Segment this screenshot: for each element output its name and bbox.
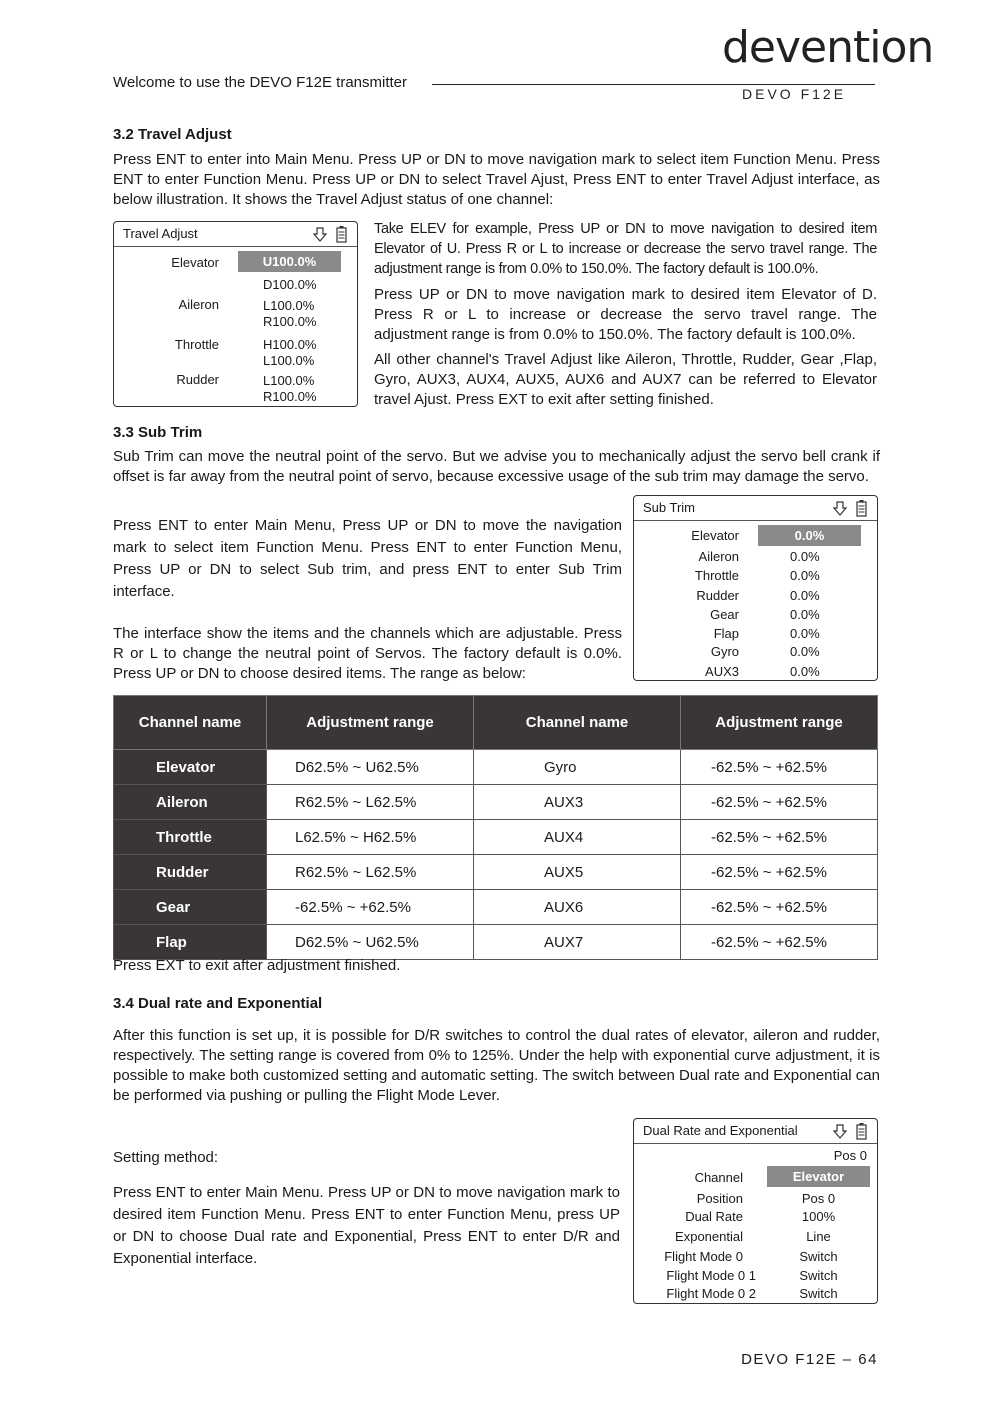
table-cell: R62.5% ~ L62.5%: [267, 855, 474, 890]
trim-value: 0.0%: [790, 607, 820, 622]
paragraph: Press ENT to enter Main Menu, Press UP or DN to move the navigation mark to select item Function Menu. Press ENT to enter Function Menu, Press UP or DN to select Sub trim, and press ENT to enter Sub Trim interface.: [113, 517, 622, 600]
setting-label: Flight Mode 0: [664, 1249, 743, 1264]
status-icons: [313, 225, 351, 243]
trim-value: 0.0%: [790, 626, 820, 641]
trim-value: 0.0%: [790, 568, 820, 583]
trim-value: 0.0%: [790, 644, 820, 659]
channel-label: Aileron: [698, 549, 739, 564]
paragraph: Press ENT to enter Main Menu. Press UP or DN to move navigation mark to desired item Function Menu. Press ENT to enter Function Menu, press UP or DN to choose Dual rate and Exponential, Press ENT to enter D/R and Exponential interface.: [113, 1184, 620, 1267]
status-icons: [833, 499, 871, 517]
table-row: [114, 925, 878, 960]
table-row: [114, 855, 878, 890]
column-header: Channel name: [474, 696, 681, 750]
screen-header: [114, 222, 357, 247]
setting-value: 100%: [801, 1209, 836, 1224]
travel-value: L100.0%: [263, 353, 315, 368]
paragraph: Press ENT to enter into Main Menu. Press UP or DN to move navigation mark to select item Function Menu. Press ENT to enter Function Menu. Press UP or DN to select Travel Ajust, Press ENT to enter Travel Adjust interface, as below illustration. It shows the Travel Adjust status of one channel:: [113, 151, 880, 208]
channel-label: Throttle: [694, 568, 739, 583]
setting-label: Exponential: [675, 1229, 743, 1244]
table-row: [114, 785, 878, 820]
section-heading-travel-adjust: 3.2 Travel Adjust: [113, 126, 232, 143]
paragraph: Setting method:: [113, 1149, 219, 1166]
brand-model: DEVO F12E: [742, 86, 847, 102]
setting-value: Switch: [799, 1268, 838, 1283]
trim-value: 0.0%: [790, 588, 820, 603]
table-cell: AUX6: [474, 890, 681, 925]
setting-value: Switch: [799, 1249, 838, 1264]
paragraph: After this function is set up, it is possible for D/R switches to control the dual rates of elevator, aileron and rudder, respectively. The setting range is covered from 0% to 125%. Under the help with exponential curve adjustment, it is possible to make both customized setting and automatic setting. The switch between Dual rate and Exponential can be performed via pushing or pulling the Flight Mode Lever.: [113, 1027, 880, 1104]
table-cell: D62.5% ~ U62.5%: [267, 925, 474, 960]
section-heading-sub-trim: 3.3 Sub Trim: [113, 424, 203, 441]
table-cell: Rudder: [114, 855, 267, 890]
travel-adjust-screen: [113, 221, 358, 407]
travel-value: L100.0%: [263, 298, 315, 313]
header-rule: [432, 84, 875, 85]
table-cell: AUX7: [474, 925, 681, 960]
table-cell: -62.5% ~ +62.5%: [267, 890, 474, 925]
table-cell: Gear: [114, 890, 267, 925]
dual-rate-screen: [633, 1118, 878, 1304]
travel-value: H100.0%: [263, 337, 317, 352]
setting-label: Channel: [694, 1170, 743, 1185]
travel-value: D100.0%: [263, 277, 317, 292]
table-cell: -62.5% ~ +62.5%: [681, 925, 878, 960]
setting-label: Position: [696, 1191, 743, 1206]
table-cell: L62.5% ~ H62.5%: [267, 820, 474, 855]
screen-title: Sub Trim: [643, 500, 696, 515]
travel-value: L100.0%: [263, 373, 315, 388]
table-cell: Aileron: [114, 785, 267, 820]
selected-value[interactable]: Elevator: [767, 1166, 870, 1187]
brand-logo: devention: [722, 22, 934, 73]
table-cell: D62.5% ~ U62.5%: [267, 750, 474, 785]
paragraph: The interface show the items and the channels which are adjustable. Press R or L to change the neutral point of Servos. The factory default is 0.0%. Press UP or DN to choose desired items. The range as below:: [113, 625, 622, 682]
paragraph: Take ELEV for example, Press UP or DN to move navigation to desired item Elevator of U. Press R or L to increase or decrease the servo travel range. The adjustment range is from 0.0% to 150.0%. The factory default is 100.0%.: [374, 221, 877, 277]
channel-label: Flap: [713, 626, 739, 641]
table-cell: -62.5% ~ +62.5%: [681, 750, 878, 785]
screen-header: [634, 496, 877, 521]
header-title: Welcome to use the DEVO F12E transmitter: [113, 74, 408, 91]
table-cell: AUX4: [474, 820, 681, 855]
setting-label: Flight Mode 0 1: [666, 1268, 756, 1283]
screen-title: Travel Adjust: [123, 226, 198, 241]
column-header: Adjustment range: [267, 696, 474, 750]
paragraph: Press UP or DN to move navigation mark to desired item Elevator of D. Press R or L to increase or decrease the servo travel range. The adjustment range is from 0.0% to 150.0%. The factory default is 100.0%.: [374, 286, 877, 343]
column-header: Channel name: [114, 696, 267, 750]
channel-label: Gear: [710, 607, 739, 622]
paragraph: Sub Trim can move the neutral point of the servo. But we advise you to mechanically adjust the servo bell crank if offset is far away from the neutral point of servo, because excessive usage of the sub trim may damage the servo.: [113, 448, 880, 485]
selected-value[interactable]: U100.0%: [238, 251, 341, 272]
setting-value: Switch: [799, 1286, 838, 1301]
setting-label: Dual Rate: [685, 1209, 743, 1224]
channel-label: Gyro: [710, 644, 739, 659]
trim-value: 0.0%: [790, 664, 820, 679]
trim-value: 0.0%: [790, 549, 820, 564]
table-cell: Flap: [114, 925, 267, 960]
channel-label: Throttle: [174, 337, 219, 352]
channel-label: Rudder: [176, 372, 219, 387]
table-cell: AUX5: [474, 855, 681, 890]
channel-label: Rudder: [696, 588, 739, 603]
table-row: [114, 890, 878, 925]
paragraph: Press EXT to exit after adjustment finished.: [113, 957, 401, 974]
page-number: DEVO F12E – 64: [741, 1351, 878, 1368]
channel-label: AUX3: [705, 664, 739, 679]
screen-title: Dual Rate and Exponential: [643, 1123, 798, 1138]
table-cell: -62.5% ~ +62.5%: [681, 820, 878, 855]
setting-label: Flight Mode 0 2: [666, 1286, 756, 1301]
channel-label: Aileron: [178, 297, 219, 312]
channel-label: Elevator: [171, 255, 219, 270]
travel-value: R100.0%: [263, 314, 317, 329]
column-header: Adjustment range: [681, 696, 878, 750]
table-cell: AUX3: [474, 785, 681, 820]
channel-label: Elevator: [691, 528, 739, 543]
setting-value: Line: [806, 1229, 831, 1244]
table-cell: -62.5% ~ +62.5%: [681, 855, 878, 890]
status-icons: [833, 1122, 871, 1140]
table-cell: R62.5% ~ L62.5%: [267, 785, 474, 820]
selected-value[interactable]: 0.0%: [758, 525, 861, 546]
section-heading-dual-rate: 3.4 Dual rate and Exponential: [113, 995, 323, 1012]
screen-header: [634, 1119, 877, 1144]
setting-value: Pos 0: [801, 1191, 836, 1206]
table-cell: -62.5% ~ +62.5%: [681, 785, 878, 820]
table-row: [114, 820, 878, 855]
adjustment-range-table: [113, 695, 878, 960]
table-cell: Throttle: [114, 820, 267, 855]
table-row: [114, 750, 878, 785]
sub-trim-screen: [633, 495, 878, 681]
position-indicator: Pos 0: [833, 1148, 867, 1163]
table-header-row: [114, 696, 878, 750]
table-cell: Elevator: [114, 750, 267, 785]
paragraph: All other channel's Travel Adjust like Aileron, Throttle, Rudder, Gear ,Flap, Gyro, AUX3, AUX4, AUX5, AUX6 and AUX7 can be referred to Elevator travel Ajust. Press EXT to exit after setting finished.: [374, 351, 877, 408]
table-cell: -62.5% ~ +62.5%: [681, 890, 878, 925]
travel-value: R100.0%: [263, 389, 317, 404]
table-cell: Gyro: [474, 750, 681, 785]
